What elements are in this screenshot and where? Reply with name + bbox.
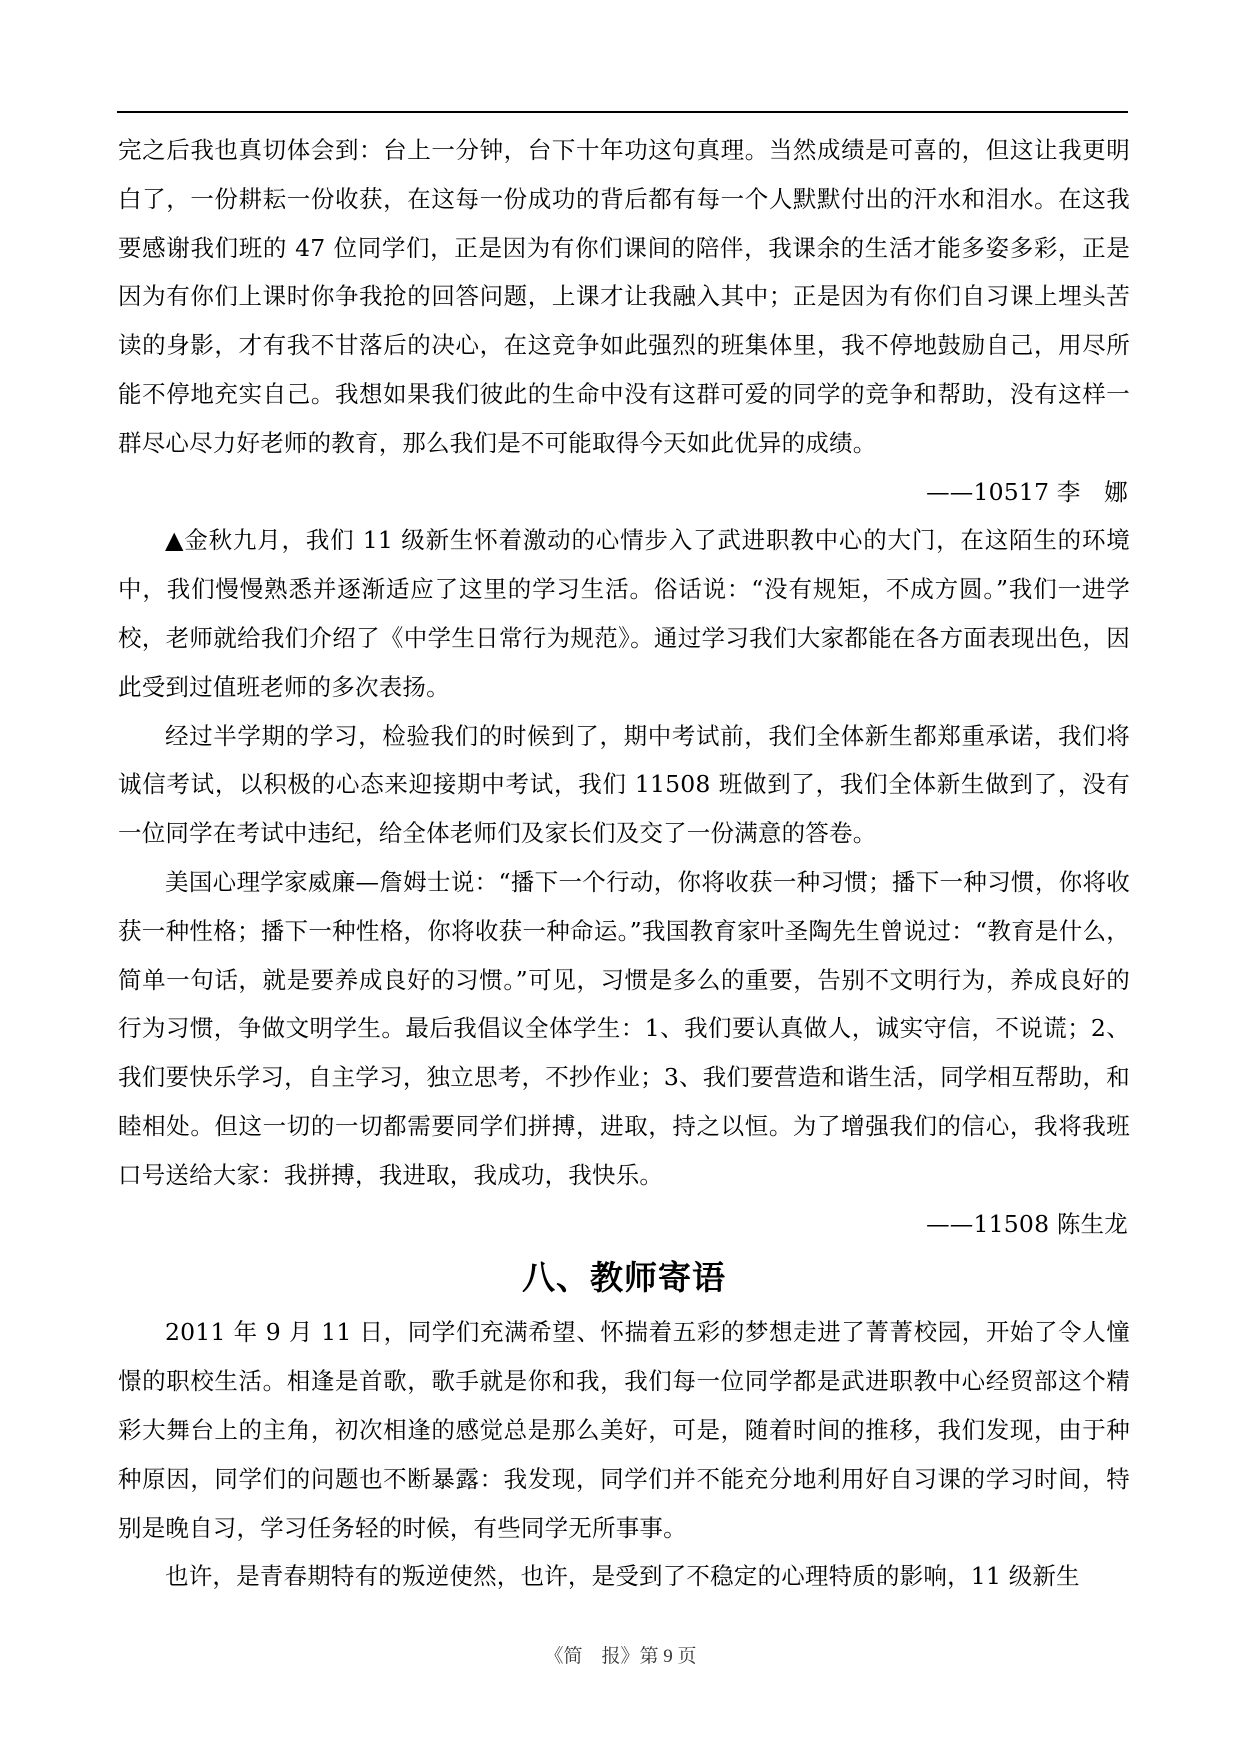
paragraph-adolescence: 也许，是青春期特有的叛逆使然，也许，是受到了不稳定的心理特质的影响，11 级新生 xyxy=(165,1562,1080,1591)
paragraph-continued: 完之后我也真切体会到：台上一分钟，台下十年功这句真理。当然成绩是可喜的，但这让我更明白了，一份耕耘一份收获，在这每一份成功的背后都有每一个人默默付出的汗水和泪水。在这我要感谢我们班的 47 位同学们，正是因为有你们课间的陪伴，我课余的生活才能多姿多彩，正是因为有你们上课时你争我抢的回答问题，上课才让我融入其中；正是因为有你们自习课上埋头苦读的身影，才有我不甘落后的决心，在这竞争如此强烈的班集体里，我不停地鼓励自己，用尽所能不停地充实自己。我想如果我们彼此的生命中没有这群可爱的同学的竞争和帮助，没有这样一群尽心尽力好老师的教育，那么我们是不可能取得今天如此优异的成绩。 xyxy=(118,136,1130,457)
paragraph-habits: 美国心理学家威廉—詹姆士说：“播下一个行动，你将收获一种习惯；播下一种习惯，你将收获一种性格；播下一种性格，你将收获一种命运。”我国教育家叶圣陶先生曾说过：“教育是什么，简单一句话，就是要养成良好的习惯。”可见，习惯是多么的重要，告别不文明行为，养成良好的行为习惯，争做文明学生。最后我倡议全体学生：1、我们要认真做人，诚实守信，不说谎；2、我们要快乐学习，自主学习，独立思考，不抄作业；3、我们要营造和谐生活，同学相互帮助，和睦相处。但这一切的一切都需要同学们拼搏，进取，持之以恒。为了增强我们的信心，我将我班口号送给大家：我拼搏，我进取，我成功，我快乐。 xyxy=(118,867,1130,1189)
page-footer: 《简 报》第 9 页 xyxy=(544,1646,697,1667)
paragraph-new-students xyxy=(118,516,1130,711)
article-body xyxy=(118,126,1130,1601)
paragraph-new-students-text: 金秋九月，我们 11 级新生怀着激动的心情步入了武进职教中心的大门，在这陌生的环境中，我们慢慢熟悉并逐渐适应了这里的学习生活。俗话说：“没有规矩，不成方圆。”我们一进学校，老师就给我们介绍了《中学生日常行为规范》。通过学习我们大家都能在各方面表现出色，因此受到过值班老师的多次表扬。 xyxy=(118,526,1130,701)
signature-li-na: ——10517 李 娜 xyxy=(926,477,1128,506)
signature-chen-shenglong: ——11508 陈生龙 xyxy=(926,1209,1128,1238)
triangle-bullet-icon: ▲ xyxy=(165,526,185,555)
paragraph-teacher-message: 2011 年 9 月 11 日，同学们充满希望、怀揣着五彩的梦想走进了菁菁校园，开始了令人憧憬的职校生活。相逢是首歌，歌手就是你和我，我们每一位同学都是武进职教中心经贸部这个精彩大舞台上的主角，初次相逢的感觉总是那么美好，可是，随着时间的推移，我们发现，由于种种原因，同学们的问题也不断暴露：我发现，同学们并不能充分地利用好自习课的学习时间，特别是晚自习，学习任务轻的时候，有些同学无所事事。 xyxy=(118,1318,1130,1542)
paragraph-midterm: 经过半学期的学习，检验我们的时候到了，期中考试前，我们全体新生都郑重承诺，我们将诚信考试，以积极的心态来迎接期中考试，我们 11508 班做到了，我们全体新生做到了，没有一位同学在考试中违纪，给全体老师们及家长们及交了一份满意的答卷。 xyxy=(118,721,1130,848)
header-rule xyxy=(117,111,1128,113)
section-heading: 八、教师寄语 xyxy=(522,1258,726,1298)
